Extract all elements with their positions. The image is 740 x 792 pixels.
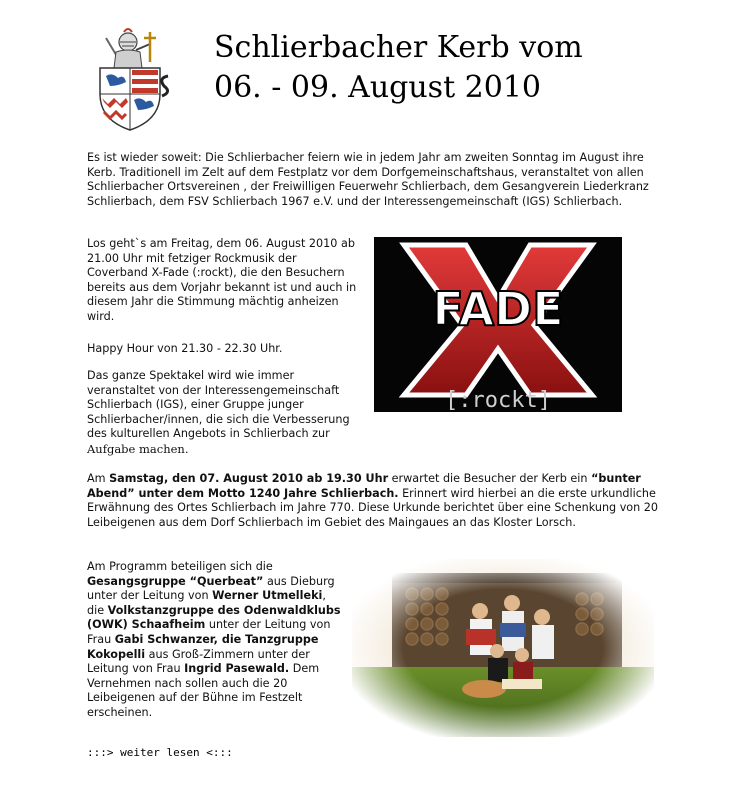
- friday-paragraph: Los geht`s am Freitag, dem 06. August 2010 ab 21.00 Uhr mit fetziger Rockmusik der Coverband X-Fade (:rockt), die den Besuchern bereits aus dem Vorjahr bekannt ist und auch in diesem Jahr die Stimmung mächtig anheizen wird.: [87, 237, 357, 323]
- intro-paragraph: Es ist wieder soweit: Die Schlierbacher feiern wie in jedem Jahr am zweiten Sonntag im August ihre Kerb. Traditionell im Zelt auf dem Festplatz vor dem Dorfgemeinschaftshaus, veranstaltet von allen Schlierbacher Ortsvereinen , der Freiwilligen Feuerwehr Schlierbach, dem Gesangverein Liederkranz Schlierbach, dem FSV Schlierbach 1967 e.V. und der Interessengemeinschaft (IGS) Schlierbach.: [87, 151, 649, 208]
- programm-text-6: Dem Vernehmen nach sollen auch die 20 Leibeigenen auf der Bühne im Festzelt erscheinen.: [87, 662, 320, 719]
- music-group-photo-graphic: [352, 559, 654, 737]
- organizer-paragraph: [87, 369, 357, 458]
- saturday-date-bold: Samstag, den 07. August 2010 ab 19.30 Uhr: [109, 472, 389, 485]
- organizer-text-end: Aufgabe machen.: [87, 441, 189, 456]
- programm-text-3: , die: [87, 589, 326, 617]
- coat-of-arms-logo: [84, 28, 180, 132]
- title-line-2: 06. - 09. August 2010: [214, 70, 542, 105]
- programm-bold-3: Volkstanzgruppe des Odenwaldklubs (OWK) Schaafheim: [87, 603, 341, 632]
- programm-bold-4: Gabi Schwanzer, die Tanzgruppe Kokopelli: [87, 632, 319, 661]
- saturday-paragraph: [87, 472, 667, 530]
- saturday-text-1: Am: [87, 472, 110, 485]
- music-group-photo: [352, 559, 654, 737]
- programm-paragraph: [87, 560, 342, 721]
- xfade-fade-text: FADE: [432, 282, 564, 336]
- programm-bold-2: Werner Utmelleki: [212, 589, 323, 603]
- organizer-text: Das ganze Spektakel wird wie immer veranstaltet von der Interessengemeinschaft Schlierbach (IGS), einer Gruppe junger Schlierbacher/innen, die sich die Verbesserung des kulturellen Angebots in Schlierbach zur: [87, 369, 350, 441]
- happy-hour-paragraph: Happy Hour von 21.30 - 22.30 Uhr.: [87, 342, 283, 355]
- xfade-rockt-text: [:rockt]: [445, 388, 551, 412]
- programm-bold-5: Ingrid Pasewald.: [184, 662, 290, 676]
- title-line-1: Schlierbacher Kerb vom: [214, 30, 583, 65]
- programm-text-1: Am Programm beteiligen sich die: [87, 560, 273, 573]
- programm-text-4: unter der Leitung von Frau: [87, 618, 331, 646]
- xfade-band-logo: [374, 237, 622, 412]
- page-title: [214, 28, 583, 108]
- saturday-text-2: erwartet die Besucher der Kerb ein: [388, 472, 592, 485]
- saturday-motto-bold: “bunter Abend” unter dem Motto 1240 Jahre Schlierbach.: [87, 472, 641, 500]
- programm-text-2: aus Dieburg unter der Leitung von: [87, 574, 335, 603]
- xfade-logo-graphic: [374, 237, 622, 412]
- programm-bold-1: Gesangsgruppe “Querbeat”: [87, 574, 264, 588]
- read-more-link[interactable]: :::> weiter lesen <:::: [87, 746, 233, 759]
- saturday-text-3: Erinnert wird hierbei an die erste urkundliche Erwähnung des Ortes Schlierbach im Jahre 770. Diese Urkunde berichtet über eine Schenkung von 20 Leibeigenen aus dem Dorf Schlierbach im Gebiet des Maingaues an das Kloster Lorsch.: [87, 486, 659, 529]
- programm-text-5: aus Groß-Zimmern unter der Leitung von Frau: [87, 647, 310, 676]
